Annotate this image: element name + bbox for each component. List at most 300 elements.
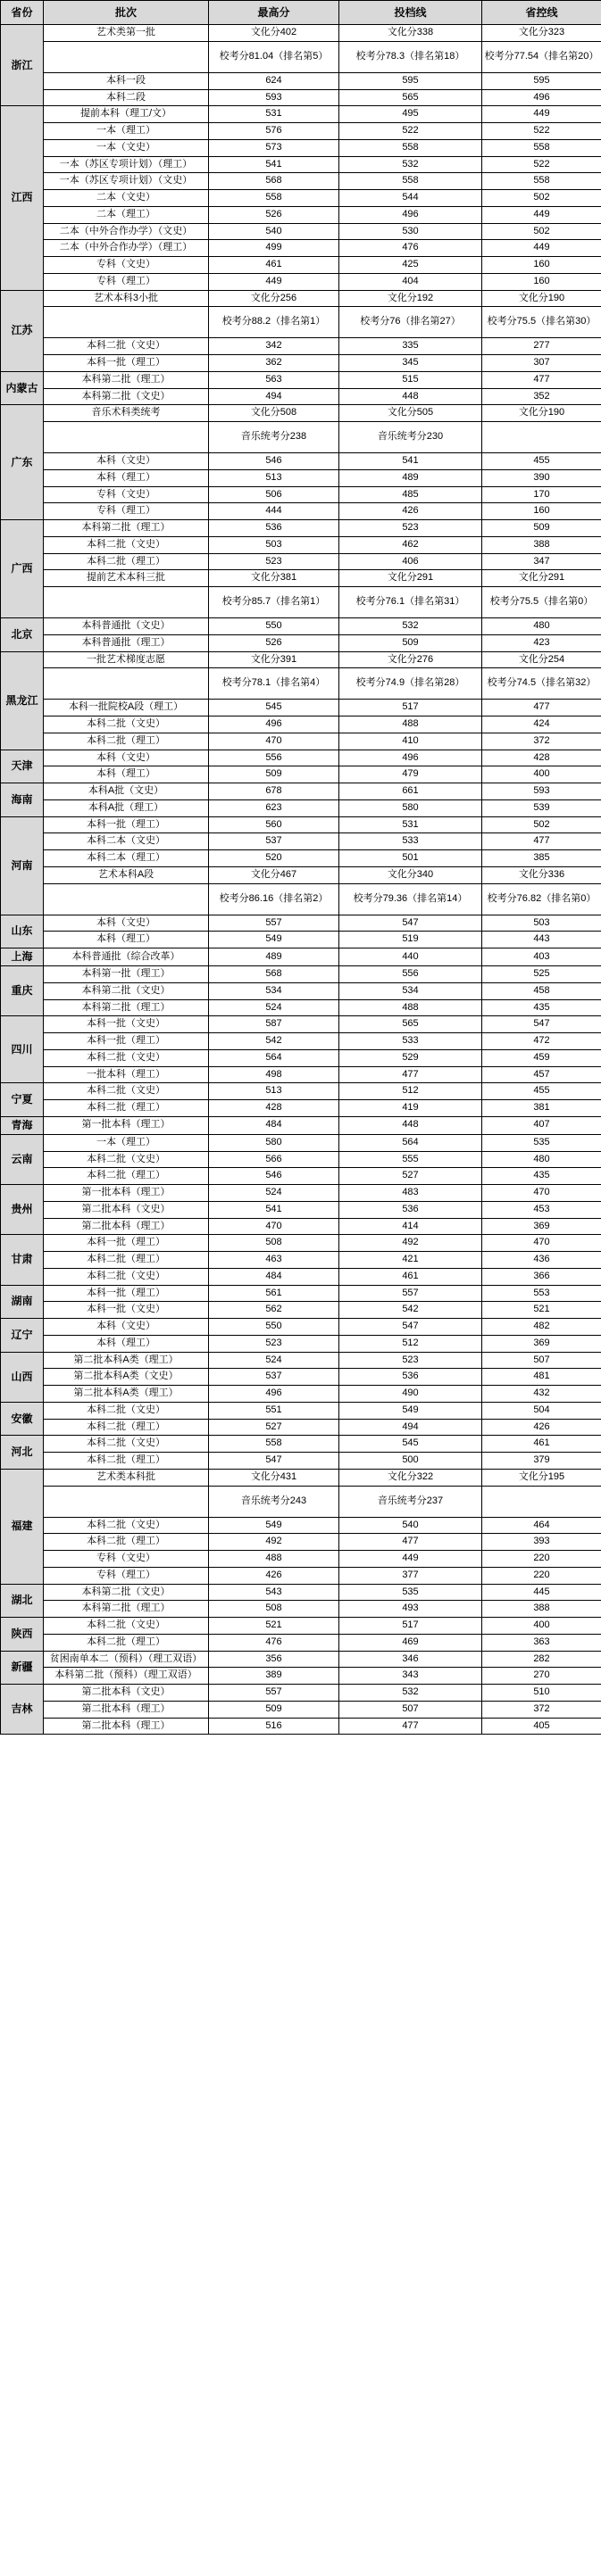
batch-cell: 第二批本科A类（文史） — [44, 1369, 209, 1386]
province-line-cell: 481 — [482, 1369, 601, 1386]
province-line-cell: 480 — [482, 1151, 601, 1168]
admission-line-cell: 406 — [339, 553, 482, 570]
province-line-cell: 522 — [482, 123, 601, 140]
province-cell: 山西 — [1, 1352, 44, 1402]
batch-cell: 本科第二批（文史） — [44, 388, 209, 405]
admission-line-cell: 565 — [339, 1016, 482, 1033]
province-line-cell: 270 — [482, 1668, 601, 1685]
table-row — [1, 388, 601, 405]
batch-cell: 专科（文史） — [44, 486, 209, 503]
table-row — [1, 273, 601, 290]
max-score-cell: 508 — [209, 1601, 339, 1618]
province-line-cell: 347 — [482, 553, 601, 570]
admission-line-cell: 495 — [339, 106, 482, 123]
admission-line-cell: 533 — [339, 833, 482, 850]
province-line-cell: 校考分76.82（排名第0） — [482, 883, 601, 915]
province-line-cell: 428 — [482, 750, 601, 766]
table-row — [1, 816, 601, 833]
max-score-cell: 536 — [209, 520, 339, 537]
province-cell: 湖北 — [1, 1584, 44, 1618]
max-score-cell: 524 — [209, 1352, 339, 1369]
table-row — [1, 41, 601, 72]
province-line-cell: 220 — [482, 1567, 601, 1584]
max-score-cell: 444 — [209, 503, 339, 520]
table-row — [1, 1601, 601, 1618]
table-row — [1, 1116, 601, 1134]
batch-cell: 二本（中外合作办学）（文史） — [44, 223, 209, 240]
batch-cell: 本科二批（文史） — [44, 1436, 209, 1453]
table-row — [1, 1218, 601, 1235]
admission-line-cell: 661 — [339, 783, 482, 800]
max-score-cell: 音乐统考分238 — [209, 422, 339, 453]
batch-cell: 第二批本科A类（理工） — [44, 1352, 209, 1369]
province-line-cell: 文化分336 — [482, 866, 601, 883]
admission-line-cell: 493 — [339, 1601, 482, 1618]
table-row — [1, 1718, 601, 1735]
admission-line-cell: 485 — [339, 486, 482, 503]
province-line-cell: 510 — [482, 1685, 601, 1702]
province-cell: 吉林 — [1, 1685, 44, 1735]
batch-cell: 一本（苏区专项计划）（文史） — [44, 173, 209, 190]
max-score-cell: 537 — [209, 1369, 339, 1386]
province-line-cell: 388 — [482, 1601, 601, 1618]
province-line-cell: 388 — [482, 536, 601, 553]
table-row — [1, 915, 601, 932]
admission-line-cell: 文化分192 — [339, 290, 482, 307]
max-score-cell: 496 — [209, 1386, 339, 1403]
admission-line-cell: 555 — [339, 1151, 482, 1168]
province-line-cell — [482, 422, 601, 453]
max-score-cell: 524 — [209, 999, 339, 1016]
max-score-cell: 516 — [209, 1718, 339, 1735]
batch-cell: 专科（理工） — [44, 503, 209, 520]
table-row — [1, 1252, 601, 1269]
province-line-cell: 435 — [482, 1168, 601, 1185]
max-score-cell: 509 — [209, 766, 339, 783]
batch-cell: 专科（文史） — [44, 1551, 209, 1568]
admission-line-cell: 音乐统考分237 — [339, 1486, 482, 1517]
batch-cell: 音乐术科类统考 — [44, 405, 209, 422]
max-score-cell: 494 — [209, 388, 339, 405]
max-score-cell: 545 — [209, 700, 339, 716]
table-row — [1, 89, 601, 106]
max-score-cell: 526 — [209, 206, 339, 223]
max-score-cell: 558 — [209, 1436, 339, 1453]
batch-cell — [44, 883, 209, 915]
header-province-line: 省控线 — [482, 1, 601, 25]
batch-cell: 本科一批院校A段（理工） — [44, 700, 209, 716]
max-score-cell: 566 — [209, 1151, 339, 1168]
max-score-cell: 461 — [209, 257, 339, 274]
province-line-cell: 595 — [482, 72, 601, 89]
table-row — [1, 668, 601, 700]
max-score-cell: 537 — [209, 833, 339, 850]
max-score-cell: 541 — [209, 1201, 339, 1218]
province-line-cell: 477 — [482, 833, 601, 850]
admission-line-cell: 541 — [339, 453, 482, 470]
province-cell: 天津 — [1, 750, 44, 783]
admission-line-cell: 校考分78.3（排名第18） — [339, 41, 482, 72]
table-row — [1, 999, 601, 1016]
admission-line-cell: 483 — [339, 1185, 482, 1202]
province-line-cell: 文化分190 — [482, 290, 601, 307]
province-line-cell: 405 — [482, 1718, 601, 1735]
admission-line-cell: 文化分276 — [339, 651, 482, 668]
province-line-cell: 502 — [482, 816, 601, 833]
max-score-cell: 校考分88.2（排名第1） — [209, 307, 339, 338]
max-score-cell: 488 — [209, 1551, 339, 1568]
batch-cell: 本科一批（理工） — [44, 816, 209, 833]
table-row — [1, 1100, 601, 1117]
max-score-cell: 523 — [209, 1335, 339, 1352]
province-cell: 河南 — [1, 816, 44, 915]
max-score-cell: 576 — [209, 123, 339, 140]
max-score-cell: 513 — [209, 1083, 339, 1100]
max-score-cell: 568 — [209, 966, 339, 983]
batch-cell: 艺术类第一批 — [44, 25, 209, 42]
admission-line-cell: 461 — [339, 1268, 482, 1285]
max-score-cell: 678 — [209, 783, 339, 800]
province-line-cell: 461 — [482, 1436, 601, 1453]
table-row — [1, 72, 601, 89]
admission-line-cell: 542 — [339, 1302, 482, 1319]
admission-line-cell: 414 — [339, 1218, 482, 1235]
table-row — [1, 257, 601, 274]
table-row — [1, 1185, 601, 1202]
max-score-cell: 463 — [209, 1252, 339, 1269]
batch-cell: 本科一段 — [44, 72, 209, 89]
table-row — [1, 1386, 601, 1403]
max-score-cell: 文化分256 — [209, 290, 339, 307]
province-line-cell: 160 — [482, 273, 601, 290]
admission-line-cell: 595 — [339, 72, 482, 89]
admission-line-cell: 547 — [339, 915, 482, 932]
batch-cell: 第一批本科（理工） — [44, 1185, 209, 1202]
batch-cell: 本科二批（文史） — [44, 1402, 209, 1419]
batch-cell: 本科（理工） — [44, 1335, 209, 1352]
batch-cell: 本科二批（理工） — [44, 1534, 209, 1551]
admission-line-cell: 500 — [339, 1453, 482, 1470]
max-score-cell: 449 — [209, 273, 339, 290]
admission-line-cell: 531 — [339, 816, 482, 833]
province-line-cell: 369 — [482, 1218, 601, 1235]
batch-cell: 提前本科（理工/文） — [44, 106, 209, 123]
table-row — [1, 700, 601, 716]
province-line-cell: 553 — [482, 1285, 601, 1302]
table-row — [1, 1319, 601, 1336]
table-row — [1, 1584, 601, 1601]
table-row — [1, 850, 601, 867]
batch-cell: 本科（理工） — [44, 932, 209, 948]
table-row — [1, 1369, 601, 1386]
batch-cell: 一本（理工） — [44, 1134, 209, 1151]
header-batch: 批次 — [44, 1, 209, 25]
admission-line-cell: 545 — [339, 1436, 482, 1453]
province-line-cell: 482 — [482, 1319, 601, 1336]
province-line-cell: 504 — [482, 1402, 601, 1419]
max-score-cell: 549 — [209, 1517, 339, 1534]
admission-line-cell: 488 — [339, 716, 482, 733]
province-line-cell: 393 — [482, 1534, 601, 1551]
max-score-cell: 470 — [209, 1218, 339, 1235]
batch-cell: 专科（理工） — [44, 1567, 209, 1584]
table-row — [1, 307, 601, 338]
province-line-cell: 407 — [482, 1116, 601, 1134]
admission-line-cell: 404 — [339, 273, 482, 290]
table-row — [1, 1168, 601, 1185]
province-line-cell — [482, 1486, 601, 1517]
province-line-cell: 445 — [482, 1584, 601, 1601]
batch-cell: 一批本科（理工） — [44, 1066, 209, 1083]
admission-line-cell: 547 — [339, 1319, 482, 1336]
admission-line-cell: 345 — [339, 355, 482, 372]
province-line-cell: 509 — [482, 520, 601, 537]
batch-cell: 专科（文史） — [44, 257, 209, 274]
admission-line-cell: 564 — [339, 1134, 482, 1151]
province-line-cell: 436 — [482, 1252, 601, 1269]
batch-cell: 艺术本科3小批 — [44, 290, 209, 307]
max-score-cell: 623 — [209, 799, 339, 816]
batch-cell: 本科第二批（理工） — [44, 371, 209, 388]
admission-line-cell: 549 — [339, 1402, 482, 1419]
table-row — [1, 25, 601, 42]
batch-cell: 一批艺术梯度志愿 — [44, 651, 209, 668]
province-cell: 宁夏 — [1, 1083, 44, 1117]
table-row — [1, 290, 601, 307]
province-line-cell: 366 — [482, 1268, 601, 1285]
province-cell: 上海 — [1, 948, 44, 966]
max-score-cell: 534 — [209, 982, 339, 999]
province-line-cell: 277 — [482, 338, 601, 355]
province-line-cell: 424 — [482, 716, 601, 733]
province-cell: 福建 — [1, 1469, 44, 1584]
table-row — [1, 1419, 601, 1436]
province-line-cell: 369 — [482, 1335, 601, 1352]
province-line-cell: 464 — [482, 1517, 601, 1534]
table-row — [1, 1402, 601, 1419]
table-header-row — [1, 1, 601, 25]
batch-cell: 本科（文史） — [44, 1319, 209, 1336]
province-cell: 云南 — [1, 1134, 44, 1184]
table-row — [1, 1668, 601, 1685]
batch-cell: 本科二批（文史） — [44, 716, 209, 733]
table-row — [1, 1302, 601, 1319]
table-row — [1, 156, 601, 173]
batch-cell: 本科（文史） — [44, 750, 209, 766]
admission-line-cell: 496 — [339, 206, 482, 223]
batch-cell: 本科二批（理工） — [44, 733, 209, 750]
table-row — [1, 1016, 601, 1033]
batch-cell: 二本（中外合作办学）（理工） — [44, 240, 209, 257]
batch-cell: 本科二批（理工） — [44, 1100, 209, 1117]
admission-line-cell: 419 — [339, 1100, 482, 1117]
province-line-cell: 449 — [482, 240, 601, 257]
table-row — [1, 1268, 601, 1285]
batch-cell: 本科二本（理工） — [44, 850, 209, 867]
admission-line-cell: 文化分322 — [339, 1469, 482, 1486]
table-row — [1, 651, 601, 668]
province-line-cell: 文化分323 — [482, 25, 601, 42]
table-row — [1, 1151, 601, 1168]
max-score-cell: 541 — [209, 156, 339, 173]
batch-cell — [44, 587, 209, 618]
table-row — [1, 1618, 601, 1635]
province-line-cell: 547 — [482, 1016, 601, 1033]
table-body — [1, 25, 601, 1735]
batch-cell: 第二批本科（文史） — [44, 1685, 209, 1702]
admission-line-cell: 440 — [339, 948, 482, 966]
max-score-cell: 556 — [209, 750, 339, 766]
batch-cell: 本科一批（理工） — [44, 1285, 209, 1302]
province-cell: 海南 — [1, 783, 44, 817]
max-score-cell: 531 — [209, 106, 339, 123]
admission-line-cell: 532 — [339, 156, 482, 173]
batch-cell — [44, 307, 209, 338]
max-score-cell: 文化分381 — [209, 570, 339, 587]
province-line-cell: 525 — [482, 966, 601, 983]
max-score-cell: 523 — [209, 553, 339, 570]
batch-cell: 本科第二批（文史） — [44, 1584, 209, 1601]
batch-cell: 本科二批（文史） — [44, 1268, 209, 1285]
max-score-cell: 550 — [209, 618, 339, 635]
admission-line-cell: 文化分338 — [339, 25, 482, 42]
province-line-cell: 477 — [482, 700, 601, 716]
batch-cell: 本科二批（文史） — [44, 1517, 209, 1534]
admission-line-cell: 449 — [339, 1551, 482, 1568]
province-line-cell: 220 — [482, 1551, 601, 1568]
admission-line-cell: 421 — [339, 1252, 482, 1269]
batch-cell — [44, 668, 209, 700]
province-cell: 安徽 — [1, 1402, 44, 1436]
max-score-cell: 562 — [209, 1302, 339, 1319]
admission-line-cell: 文化分291 — [339, 570, 482, 587]
province-line-cell: 385 — [482, 850, 601, 867]
province-line-cell: 校考分77.54（排名第20） — [482, 41, 601, 72]
table-row — [1, 634, 601, 651]
max-score-cell: 校考分86.16（排名第2） — [209, 883, 339, 915]
province-line-cell: 372 — [482, 1701, 601, 1718]
province-line-cell: 170 — [482, 486, 601, 503]
admission-line-cell: 477 — [339, 1718, 482, 1735]
admission-line-cell: 425 — [339, 257, 482, 274]
max-score-cell: 557 — [209, 1685, 339, 1702]
batch-cell: 二本（文史） — [44, 190, 209, 207]
admission-line-cell: 346 — [339, 1651, 482, 1668]
table-row — [1, 453, 601, 470]
max-score-cell: 音乐统考分243 — [209, 1486, 339, 1517]
batch-cell: 本科二批（文史） — [44, 1049, 209, 1066]
province-line-cell: 文化分195 — [482, 1469, 601, 1486]
admission-line-cell: 410 — [339, 733, 482, 750]
province-line-cell: 477 — [482, 371, 601, 388]
table-row — [1, 618, 601, 635]
admission-line-cell: 536 — [339, 1201, 482, 1218]
batch-cell: 本科第二批（预科）（理工双语） — [44, 1668, 209, 1685]
max-score-cell: 499 — [209, 240, 339, 257]
province-line-cell: 372 — [482, 733, 601, 750]
province-line-cell: 400 — [482, 766, 601, 783]
admission-line-cell: 490 — [339, 1386, 482, 1403]
province-line-cell: 558 — [482, 139, 601, 156]
batch-cell: 第二批本科（理工） — [44, 1701, 209, 1718]
max-score-cell: 573 — [209, 139, 339, 156]
province-line-cell: 432 — [482, 1386, 601, 1403]
province-line-cell: 502 — [482, 190, 601, 207]
batch-cell: 提前艺术本科三批 — [44, 570, 209, 587]
batch-cell: 本科（文史） — [44, 453, 209, 470]
province-cell: 甘肃 — [1, 1235, 44, 1285]
max-score-cell: 校考分78.1（排名第4） — [209, 668, 339, 700]
admission-line-cell: 544 — [339, 190, 482, 207]
batch-cell: 本科二批（理工） — [44, 1634, 209, 1651]
table-row — [1, 1235, 601, 1252]
max-score-cell: 356 — [209, 1651, 339, 1668]
province-line-cell: 文化分254 — [482, 651, 601, 668]
max-score-cell: 550 — [209, 1319, 339, 1336]
batch-cell: 本科二批（理工） — [44, 1419, 209, 1436]
admission-line-cell: 496 — [339, 750, 482, 766]
admission-line-cell: 565 — [339, 89, 482, 106]
table-row — [1, 587, 601, 618]
table-row — [1, 1352, 601, 1369]
batch-cell: 本科（文史） — [44, 915, 209, 932]
province-line-cell: 521 — [482, 1302, 601, 1319]
table-row — [1, 405, 601, 422]
province-line-cell: 文化分291 — [482, 570, 601, 587]
max-score-cell: 564 — [209, 1049, 339, 1066]
admission-line-cell: 540 — [339, 1517, 482, 1534]
max-score-cell: 文化分391 — [209, 651, 339, 668]
province-line-cell: 435 — [482, 999, 601, 1016]
table-row — [1, 948, 601, 966]
max-score-cell: 校考分85.7（排名第1） — [209, 587, 339, 618]
province-line-cell: 160 — [482, 503, 601, 520]
max-score-cell: 568 — [209, 173, 339, 190]
admission-line-cell: 477 — [339, 1066, 482, 1083]
admission-line-cell: 515 — [339, 371, 482, 388]
table-row — [1, 1534, 601, 1551]
max-score-cell: 342 — [209, 338, 339, 355]
batch-cell: 专科（理工） — [44, 273, 209, 290]
admission-line-cell: 476 — [339, 240, 482, 257]
province-line-cell: 458 — [482, 982, 601, 999]
province-cell: 青海 — [1, 1116, 44, 1134]
batch-cell: 本科（理工） — [44, 766, 209, 783]
admission-line-cell: 558 — [339, 139, 482, 156]
table-row — [1, 1634, 601, 1651]
table-row — [1, 173, 601, 190]
table-row — [1, 883, 601, 915]
table-row — [1, 750, 601, 766]
province-line-cell: 449 — [482, 106, 601, 123]
max-score-cell: 文化分467 — [209, 866, 339, 883]
table-row — [1, 422, 601, 453]
province-line-cell: 352 — [482, 388, 601, 405]
table-row — [1, 206, 601, 223]
max-score-cell: 547 — [209, 1453, 339, 1470]
table-row — [1, 1551, 601, 1568]
max-score-cell: 587 — [209, 1016, 339, 1033]
admission-line-cell: 音乐统考分230 — [339, 422, 482, 453]
max-score-cell: 509 — [209, 1701, 339, 1718]
admission-line-cell: 469 — [339, 1634, 482, 1651]
admission-line-cell: 535 — [339, 1584, 482, 1601]
table-row — [1, 833, 601, 850]
batch-cell — [44, 422, 209, 453]
table-row — [1, 932, 601, 948]
admission-line-cell: 517 — [339, 1618, 482, 1635]
province-line-cell: 455 — [482, 1083, 601, 1100]
